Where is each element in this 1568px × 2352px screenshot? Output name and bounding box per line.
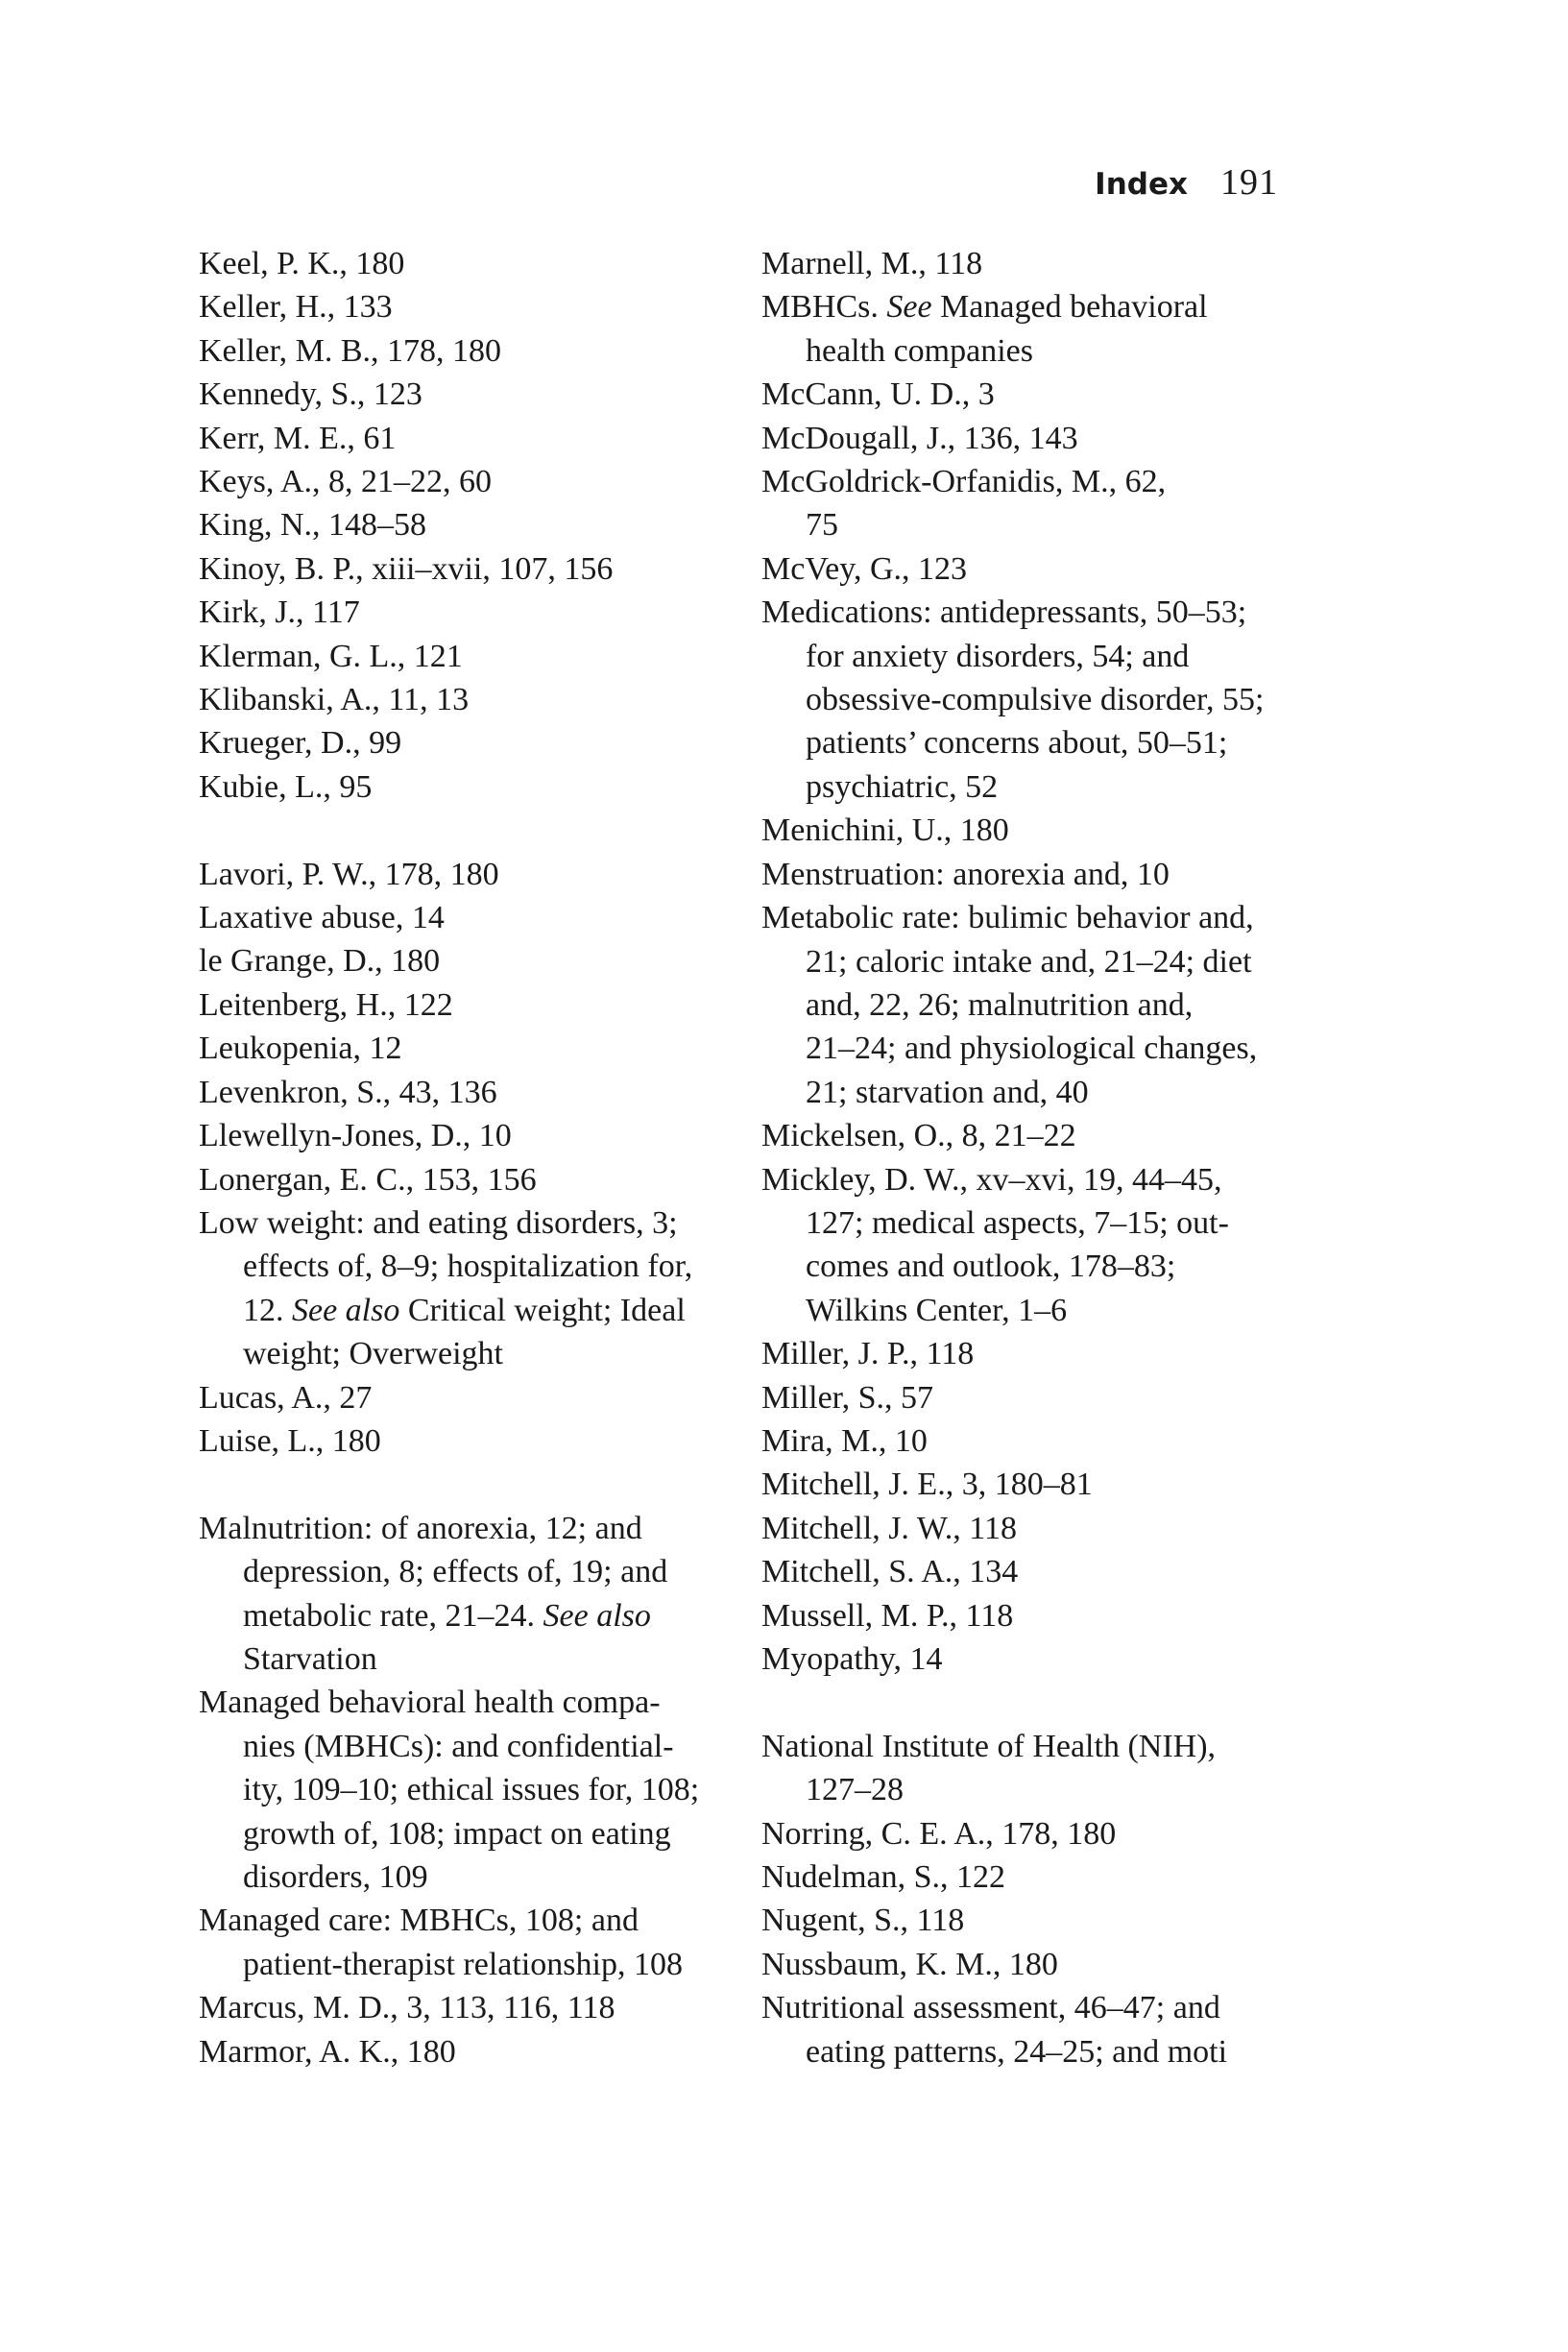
letter-group-gap bbox=[199, 1463, 736, 1506]
index-entry: Luise, L., 180 bbox=[199, 1422, 381, 1459]
running-head bbox=[1095, 161, 1278, 204]
index-entry: Keel, P. K., 180 bbox=[199, 246, 405, 281]
index-entry: Lavori, P. W., 178, 180 bbox=[199, 856, 499, 892]
index-entry: Marcus, M. D., 3, 113, 116, 118 bbox=[199, 1990, 615, 2026]
index-entry: Keller, M. B., 178, 180 bbox=[199, 332, 501, 369]
index-entry: Lucas, A., 27 bbox=[199, 1379, 373, 1416]
index-entry: McCann, U. D., 3 bbox=[761, 376, 995, 413]
index-entry: Mira, M., 10 bbox=[761, 1422, 928, 1459]
index-column-right bbox=[761, 242, 1299, 2073]
index-entry: McVey, G., 123 bbox=[761, 550, 968, 587]
running-head-label: Index bbox=[1095, 167, 1188, 202]
index-entry: Miller, S., 57 bbox=[761, 1379, 934, 1416]
index-entry: Nutritional assessment, 46–47; and eating patterns, 24–25; and moti bbox=[761, 1990, 1228, 2070]
index-entry: Lonergan, E. C., 153, 156 bbox=[199, 1161, 537, 1198]
index-entry: Kubie, L., 95 bbox=[199, 768, 373, 805]
index-entry: National Institute of Health (NIH), 127–28 bbox=[761, 1728, 1217, 1808]
index-entry: Medications: antidepressants, 50–53; for anxiety disorders, 54; and obsessive-compulsive disorder, 55; patients’ concerns about, 50–51; psychiatric, 52 bbox=[761, 594, 1265, 805]
index-entry: Llewellyn-Jones, D., 10 bbox=[199, 1118, 512, 1154]
index-entry: Kirk, J., 117 bbox=[199, 594, 360, 631]
index-entry: Keller, H., 133 bbox=[199, 289, 393, 326]
index-entry: MBHCs. See Managed behavioral health companies bbox=[761, 289, 1208, 369]
index-entry: Kinoy, B. P., xiii–xvii, 107, 156 bbox=[199, 550, 614, 587]
index-entry: Leitenberg, H., 122 bbox=[199, 986, 453, 1023]
index-entry: Mitchell, J. E., 3, 180–81 bbox=[761, 1467, 1093, 1503]
index-entry: Mitchell, J. W., 118 bbox=[761, 1510, 1018, 1546]
index-column-left bbox=[199, 242, 736, 2073]
index-entry: Levenkron, S., 43, 136 bbox=[199, 1074, 497, 1110]
index-entry: Mussell, M. P., 118 bbox=[761, 1597, 1014, 1634]
index-entry: Menichini, U., 180 bbox=[761, 812, 1009, 849]
index-entry: Metabolic rate: bulimic behavior and, 21; caloric intake and, 21–24; diet and, 22, 26; malnutrition and, 21–24; and physiological changes, 21; starvation and, 40 bbox=[761, 900, 1258, 1110]
index-entry: Kennedy, S., 123 bbox=[199, 376, 422, 413]
letter-group-gap bbox=[761, 1681, 1299, 1724]
index-entry: Krueger, D., 99 bbox=[199, 725, 402, 762]
index-entry: Miller, J. P., 118 bbox=[761, 1336, 975, 1372]
index-entry: Nudelman, S., 122 bbox=[761, 1859, 1006, 1896]
index-entry: Malnutrition: of anorexia, 12; and depression, 8; effects of, 19; and metabolic rate, 21–24. See also Starvation bbox=[199, 1510, 668, 1677]
index-entry: le Grange, D., 180 bbox=[199, 943, 441, 980]
index-entry: Leukopenia, 12 bbox=[199, 1031, 402, 1067]
index-entry: Keys, A., 8, 21–22, 60 bbox=[199, 464, 493, 500]
index-entry: Nussbaum, K. M., 180 bbox=[761, 1946, 1058, 1982]
index-entry: Klerman, G. L., 121 bbox=[199, 638, 463, 674]
index-entry: Menstruation: anorexia and, 10 bbox=[761, 856, 1170, 892]
index-entry: Norring, C. E. A., 178, 180 bbox=[761, 1815, 1117, 1852]
index-entry: King, N., 148–58 bbox=[199, 507, 427, 544]
index-entry: Managed care: MBHCs, 108; and patient-therapist relationship, 108 bbox=[199, 1903, 683, 1982]
page-number: 191 bbox=[1220, 162, 1278, 203]
letter-group-gap bbox=[199, 809, 736, 852]
index-entry: Marnell, M., 118 bbox=[761, 246, 983, 281]
index-entry: McGoldrick-Orfanidis, M., 62, 75 bbox=[761, 464, 1167, 544]
index-entry: Managed behavioral health compa- nies (MBHCs): and confidential- ity, 109–10; ethical issues for, 108; growth of, 108; impact on eating disorders, 109 bbox=[199, 1685, 700, 1895]
index-entry: Mitchell, S. A., 134 bbox=[761, 1554, 1019, 1590]
index-entry: Nugent, S., 118 bbox=[761, 1903, 965, 1939]
index-entry: McDougall, J., 136, 143 bbox=[761, 420, 1078, 456]
index-entry: Mickley, D. W., xv–xvi, 19, 44–45, 127; medical aspects, 7–15; out- comes and outlook, 178–83; Wilkins Center, 1–6 bbox=[761, 1161, 1229, 1328]
index-entry: Low weight: and eating disorders, 3; effects of, 8–9; hospitalization for, 12. See also Critical weight; Ideal weight; Overweight bbox=[199, 1204, 693, 1372]
index-entry: Mickelsen, O., 8, 21–22 bbox=[761, 1118, 1076, 1154]
index-entry: Klibanski, A., 11, 13 bbox=[199, 682, 470, 718]
index-entry: Laxative abuse, 14 bbox=[199, 900, 445, 936]
index-entry: Myopathy, 14 bbox=[761, 1641, 943, 1677]
index-entry: Marmor, A. K., 180 bbox=[199, 2033, 456, 2070]
index-entry: Kerr, M. E., 61 bbox=[199, 420, 397, 456]
